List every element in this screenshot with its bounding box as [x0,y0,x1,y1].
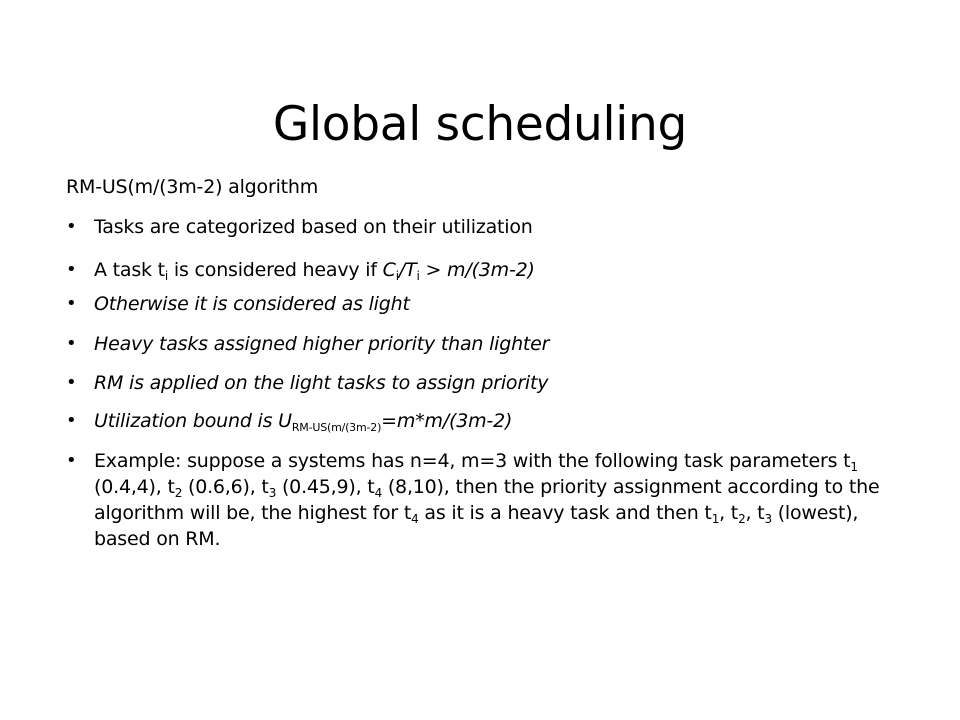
bullet-icon: • [66,259,77,280]
bullet-text: RM is applied on the light tasks to assign priority [94,372,549,394]
slide-title: Global scheduling [272,97,688,153]
bullet-icon: • [66,450,77,471]
bullet-text: Heavy tasks assigned higher priority than lighter [94,333,550,355]
bullet-icon: • [66,216,77,237]
algorithm-heading: RM-US(m/(3m-2) algorithm [66,176,319,198]
bullet-text: Utilization bound is $U_{RM-US(m/(3m-2)}=m*m/(3m-2)$ [94,410,513,434]
bullet-icon: • [66,333,77,354]
bullet-icon: • [66,293,77,314]
bullet-text: Otherwise it is considered as light [94,293,410,315]
bullet-text: A task $t_i$ is considered heavy if $C_i/T_i > m/(3m-2)$ [94,259,535,283]
bullet-icon: • [66,410,77,431]
bullet-text: Tasks are categorized based on their utilization [94,216,533,238]
bullet-icon: • [66,372,77,393]
bullet-text: Example: suppose a systems has n=4, m=3 with the following task parameters $t_1$ (0.4,4), $t_2$ (0.6,6), $t_3$ (0.45,9), $t_4$ (8,10), then the priority assignment according to the algorithm will be, the highest for $t_4$ as it is a heavy task and then $t_1$, $t_2$, $t_3$ (lowest), based on RM. [94,450,880,550]
